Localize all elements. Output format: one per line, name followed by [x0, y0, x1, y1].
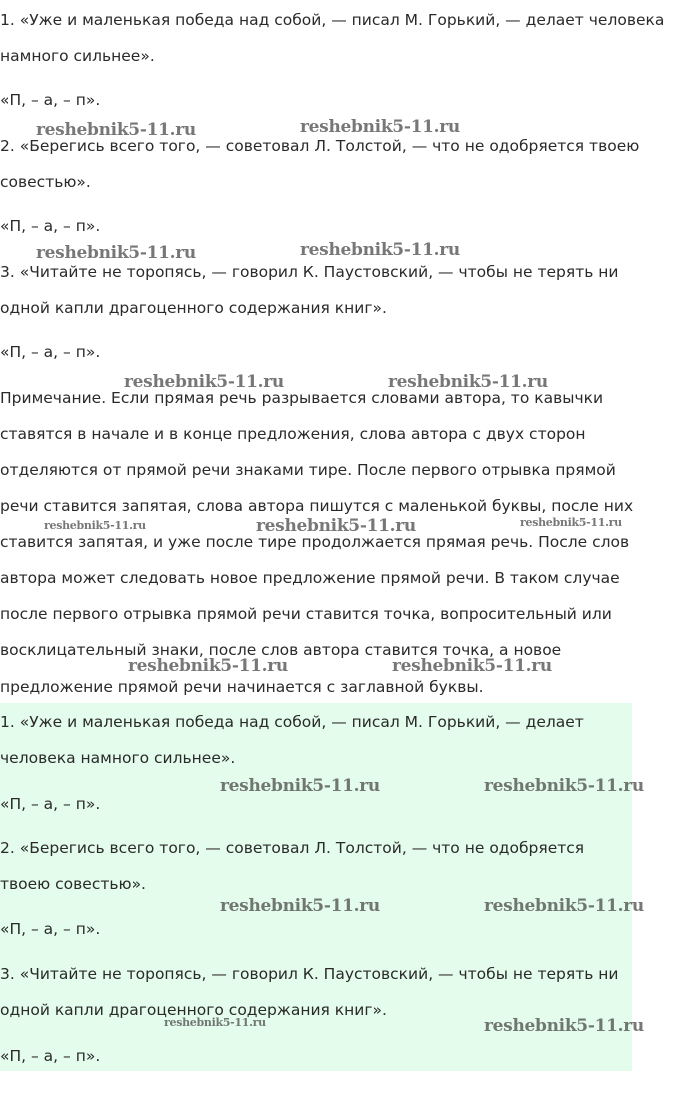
task-sentence-2-scheme: «П, – а, – п». — [0, 217, 101, 235]
task-sentence-2-line-1: 2. «Берегись всего того, — советовал Л. Толстой, — что не одобряется твоею — [0, 137, 640, 155]
answer-sentence-3-scheme: «П, – а, – п». — [0, 1047, 101, 1065]
watermark: reshebnik5-11.ru — [36, 243, 196, 263]
answer-sentence-1-line-1: 1. «Уже и маленькая победа над собой, — писал М. Горький, — делает — [0, 713, 584, 731]
answer-sentence-2-line-1: 2. «Берегись всего того, — советовал Л. Толстой, — что не одобряется — [0, 839, 585, 857]
answer-sentence-3-line-2: одной капли драгоценного содержания книг». — [0, 1001, 387, 1019]
watermark: reshebnik5-11.ru — [300, 117, 460, 137]
task-sentence-1-scheme: «П, – а, – п». — [0, 91, 101, 109]
watermark: reshebnik5-11.ru — [44, 519, 146, 532]
note-line-9: предложение прямой речи начинается с заглавной буквы. — [0, 678, 484, 696]
watermark: reshebnik5-11.ru — [36, 120, 196, 140]
watermark: reshebnik5-11.ru — [484, 1016, 644, 1036]
watermark: reshebnik5-11.ru — [388, 372, 548, 392]
note-line-1: Примечание. Если прямая речь разрывается словами автора, то кавычки — [0, 389, 604, 407]
watermark: reshebnik5-11.ru — [128, 656, 288, 676]
answer-sentence-3-line-1: 3. «Читайте не торопясь, — говорил К. Паустовский, — чтобы не терять ни — [0, 965, 619, 983]
answer-sentence-2-line-2: твоею совестью». — [0, 875, 146, 893]
watermark: reshebnik5-11.ru — [256, 516, 416, 536]
note-line-6: автора может следовать новое предложение прямой речи. В таком случае — [0, 569, 620, 587]
note-line-5: ставится запятая, и уже после тире продолжается прямая речь. После слов — [0, 533, 630, 551]
watermark: reshebnik5-11.ru — [484, 896, 644, 916]
watermark: reshebnik5-11.ru — [220, 896, 380, 916]
watermark: reshebnik5-11.ru — [392, 656, 552, 676]
watermark: reshebnik5-11.ru — [300, 240, 460, 260]
note-line-7: после первого отрывка прямой речи ставится точка, вопросительный или — [0, 605, 612, 623]
task-sentence-3-line-2: одной капли драгоценного содержания книг». — [0, 299, 387, 317]
watermark: reshebnik5-11.ru — [164, 1016, 266, 1029]
note-line-4: речи ставится запятая, слова автора пишутся с маленькой буквы, после них — [0, 497, 634, 515]
task-sentence-2-line-2: совестью». — [0, 173, 91, 191]
watermark: reshebnik5-11.ru — [520, 516, 622, 529]
task-sentence-1-line-1: 1. «Уже и маленькая победа над собой, — писал М. Горький, — делает человека — [0, 11, 665, 29]
answer-sentence-1-line-2: человека намного сильнее». — [0, 749, 236, 767]
answer-sentence-2-scheme: «П, – а, – п». — [0, 920, 101, 938]
task-sentence-1-line-2: намного сильнее». — [0, 47, 155, 65]
answer-sentence-1-scheme: «П, – а, – п». — [0, 795, 101, 813]
note-line-2: ставятся в начале и в конце предложения, слова автора с двух сторон — [0, 425, 586, 443]
note-line-3: отделяются от прямой речи знаками тире. После первого отрывка прямой — [0, 461, 616, 479]
watermark: reshebnik5-11.ru — [484, 776, 644, 796]
note-line-8: восклицательный знаки, после слов автора ставится точка, а новое — [0, 641, 562, 659]
task-sentence-3-scheme: «П, – а, – п». — [0, 343, 101, 361]
task-sentence-3-line-1: 3. «Читайте не торопясь, — говорил К. Паустовский, — чтобы не терять ни — [0, 263, 619, 281]
watermark: reshebnik5-11.ru — [220, 776, 380, 796]
watermark: reshebnik5-11.ru — [124, 372, 284, 392]
